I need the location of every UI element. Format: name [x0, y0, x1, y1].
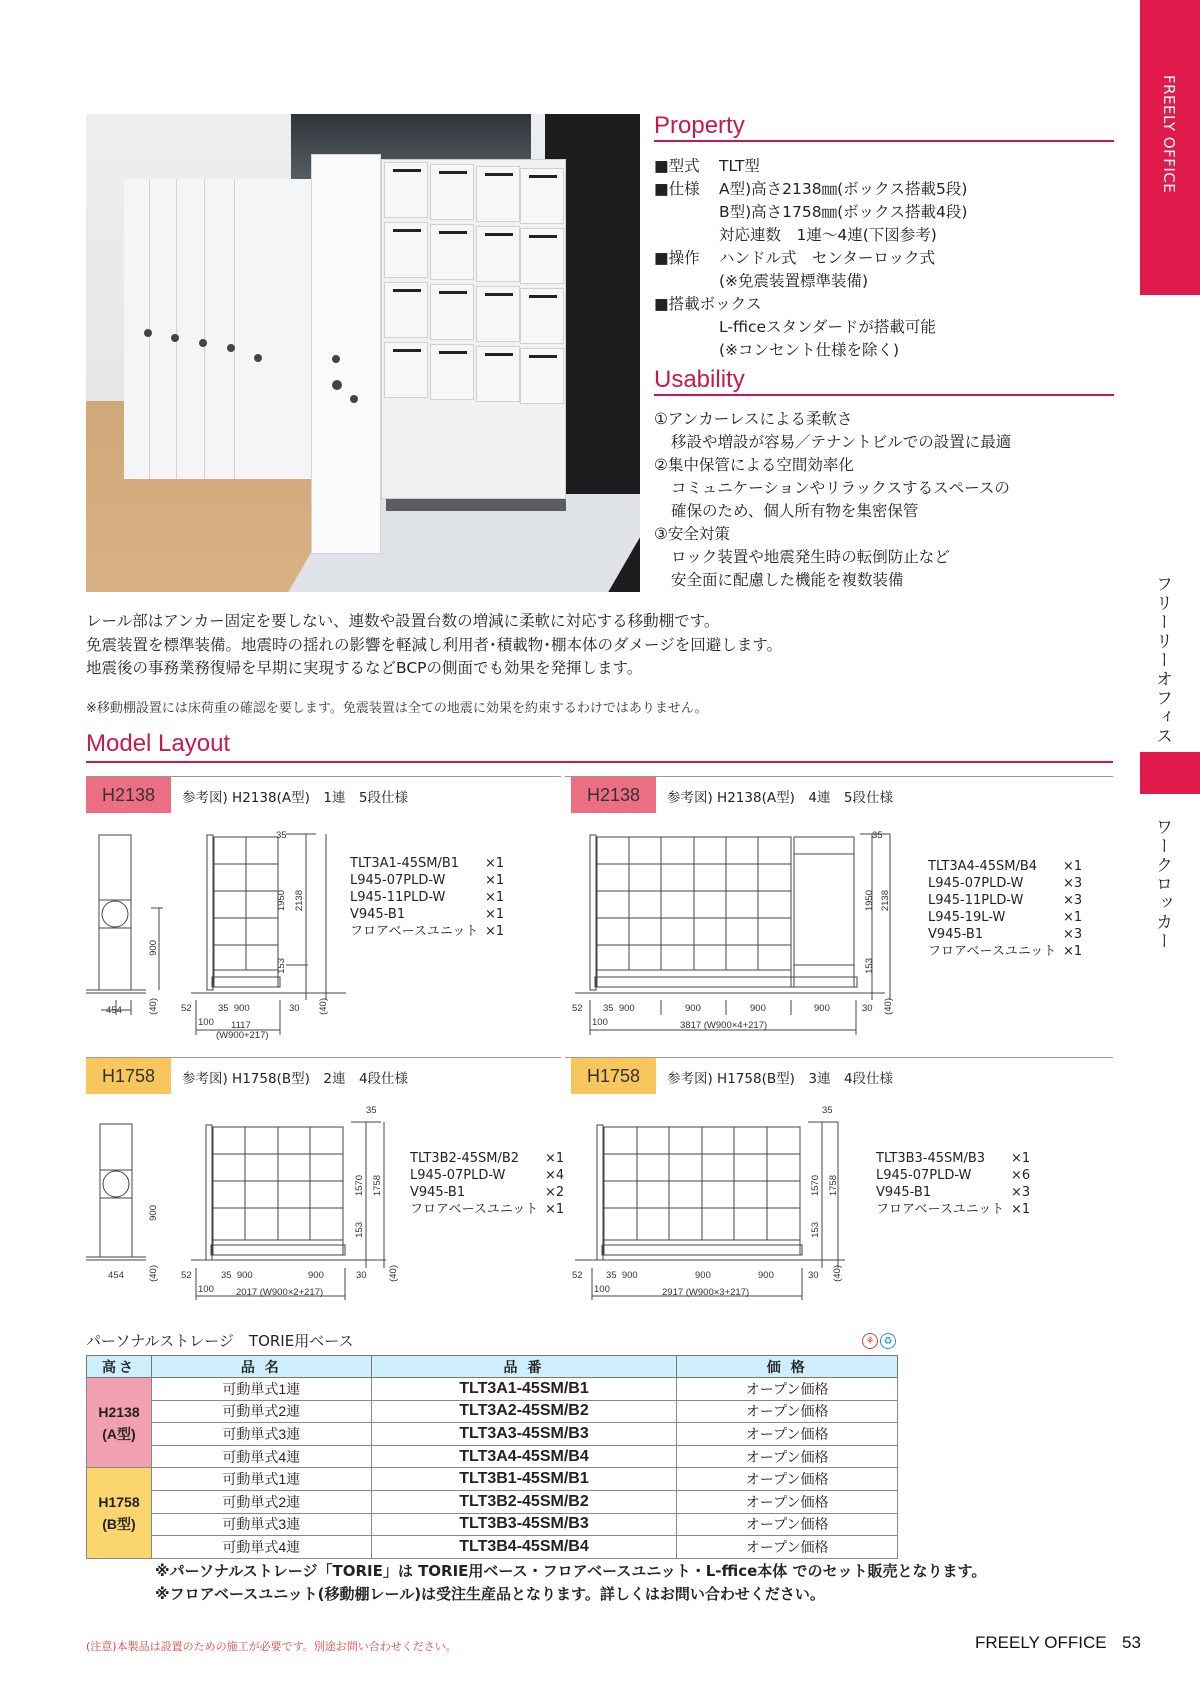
footer-brand: FREELY OFFICE: [975, 1633, 1107, 1652]
table-row: H2138 (A型) 可動単式1連 TLT3A1-45SM/B1 オープン価格: [87, 1378, 898, 1401]
usability-body: 移設や増設が容易／テナントビルでの設置に最適: [671, 433, 1012, 451]
footer-caution: (注意)本製品は設置のための施工が必要です。別途お問い合わせください。: [86, 1640, 457, 1653]
layout-drawing-2: 35 1950 2138 153 (40) 52 35 900 900 900 900 30 100 3817 (W900×4+217): [572, 830, 894, 1031]
table-row: 可動単式2連 TLT3A2-45SM/B2 オープン価格: [87, 1400, 898, 1423]
parts-list: TLT3A1-45SM/B1 ×1 L945-07PLD-W ×1 L945-11PLD-W ×1 V945-B1 ×1 フロアベースユニット ×1: [350, 856, 505, 939]
description: [86, 610, 782, 681]
model-layout-title: Model Layout: [86, 730, 231, 757]
usability-body: ロック装置や地震発生時の転倒防止など: [671, 548, 950, 566]
property-row: B型)高さ1758㎜(ボックス搭載4段): [719, 203, 968, 221]
layout-caption: 参考図) H1758(B型) 2連 4段仕様: [182, 1071, 409, 1087]
property-row: (※免震装置標準装備): [719, 272, 869, 290]
height-badge: H1758: [86, 1058, 171, 1094]
usability-rule: [654, 394, 1114, 396]
side-tab-category: フリーリーオフィス: [1152, 575, 1172, 746]
col-price: 価 格: [677, 1356, 898, 1378]
table-row: 可動単式3連 TLT3B3-45SM/B3 オープン価格: [87, 1513, 898, 1536]
height-cell: H1758 (B型): [87, 1468, 152, 1558]
table-title: パーソナルストレージ TORIE用ベース: [86, 1332, 354, 1350]
col-name: 品 名: [151, 1356, 371, 1378]
model-layout-rule: [86, 761, 1113, 763]
usability-body: 安全面に配慮した機能を複数装備: [671, 571, 904, 589]
layout-caption: 参考図) H2138(A型) 1連 5段仕様: [182, 790, 409, 806]
usability-heading: ①アンカーレスによる柔軟さ: [654, 410, 853, 428]
layout-drawing-4: 35 1570 1758 153 (40) 52 35 900 900 900 30 100 2917 (W900×3+217): [572, 1105, 843, 1298]
table-notes: [155, 1560, 986, 1606]
page-number: 53: [1122, 1633, 1141, 1652]
usability-body: 確保のため、個人所有物を集密保管: [671, 502, 919, 520]
table-row: 可動単式3連 TLT3A3-45SM/B3 オープン価格: [87, 1423, 898, 1446]
height-badge: H2138: [86, 777, 171, 813]
layout-caption: 参考図) H1758(B型) 3連 4段仕様: [667, 1071, 894, 1087]
col-height: 高さ: [87, 1356, 152, 1378]
table-note: ※フロアベースユニット(移動棚レール)は受注生産品となります。詳しくはお問い合わせください。: [155, 1585, 825, 1603]
product-photo: [86, 114, 640, 592]
property-section: [654, 112, 1114, 142]
description-line: 地震後の事務業務復帰を早期に実現するなどBCPの側面でも効果を発揮します。: [86, 659, 643, 677]
property-title: Property: [654, 112, 745, 139]
parts-list: TLT3A4-45SM/B4 ×1 L945-07PLD-W ×3 L945-11PLD-W ×3 L945-19L-W ×1 V945-B1 ×3 フロアベースユニット ×1: [928, 859, 1083, 959]
usability-body: コミュニケーションやリラックスするスペースの: [671, 479, 1010, 497]
eco-icon: ⚘: [862, 1333, 878, 1349]
table-row: 可動単式4連 TLT3B4-45SM/B4 オープン価格: [87, 1536, 898, 1559]
table-header-row: [87, 1356, 898, 1378]
table-icons: [862, 1333, 896, 1349]
table-row: 可動単式4連 TLT3A4-45SM/B4 オープン価格: [87, 1445, 898, 1468]
property-row: ■型式 TLT型: [654, 157, 760, 175]
property-rule: [654, 140, 1114, 142]
table-note: ※パーソナルストレージ「TORIE」は TORIE用ベース・フロアベースユニット・L-ffice本体 でのセット販売となります。: [155, 1562, 987, 1580]
usability-heading: ②集中保管による空間効率化: [654, 456, 854, 474]
layout-drawing-1: 35 1950 2138 153 900 454 (40) (40) 52 35 900 30 100 1117 (W900+217): [86, 830, 386, 1040]
property-row: (※コンセント仕様を除く): [719, 341, 900, 359]
property-row: ■操作 ハンドル式 センターロック式: [654, 249, 936, 267]
col-code: 品 番: [371, 1356, 677, 1378]
side-tab-brand: [1140, 0, 1200, 295]
layout-drawing-3: 35 1570 1758 153 900 454 (40) (40) 52 35 900 900 30 100 2017 (W900×2+217): [86, 1100, 406, 1310]
description-line: 免震装置を標準装備。地震時の揺れの影響を軽減し利用者･積載物･棚本体のダメージを回避します。: [86, 635, 782, 654]
side-tab-brand-label: FREELY OFFICE: [1160, 75, 1178, 194]
property-list: [654, 155, 967, 362]
usability-title: Usability: [654, 366, 745, 393]
parts-list: TLT3B2-45SM/B2 ×1 L945-07PLD-W ×4 V945-B1 ×2 フロアベースユニット ×1: [410, 1151, 565, 1217]
property-row: ■搭載ボックス: [654, 295, 762, 313]
parts-list: TLT3B3-45SM/B3 ×1 L945-07PLD-W ×6 V945-B1 ×3 フロアベースユニット ×1: [876, 1151, 1031, 1217]
side-tab-subcategory: ワークロッカー: [1152, 818, 1172, 951]
description-line: レール部はアンカー固定を要しない、連数や設置台数の増減に柔軟に対応する移動棚です。: [86, 612, 720, 630]
price-table: [86, 1355, 898, 1559]
table-row: H1758 (B型) 可動単式1連 TLT3B1-45SM/B1 オープン価格: [87, 1468, 898, 1491]
property-row: ■仕様 A型)高さ2138㎜(ボックス搭載5段): [654, 180, 968, 198]
property-row: L-fficeスタンダードが搭載可能: [719, 318, 936, 336]
table-row: 可動単式2連 TLT3B2-45SM/B2 オープン価格: [87, 1490, 898, 1513]
height-badge: H1758: [571, 1058, 656, 1094]
property-row: 対応連数 1連〜4連(下図参考): [719, 226, 937, 244]
height-cell: H2138 (A型): [87, 1378, 152, 1468]
usability-heading: ③安全対策: [654, 525, 730, 543]
model-layout-section: [86, 730, 1113, 763]
height-badge: H2138: [571, 777, 656, 813]
usability-list: [654, 408, 1011, 592]
usability-section: [654, 366, 1114, 396]
description-note: ※移動棚設置には床荷重の確認を要します。免震装置は全ての地震に効果を約束するわけではありません。: [86, 701, 708, 716]
side-tab-marker: [1140, 752, 1200, 794]
recycle-icon: ♻: [880, 1333, 896, 1349]
layout-caption: 参考図) H2138(A型) 4連 5段仕様: [667, 790, 894, 806]
